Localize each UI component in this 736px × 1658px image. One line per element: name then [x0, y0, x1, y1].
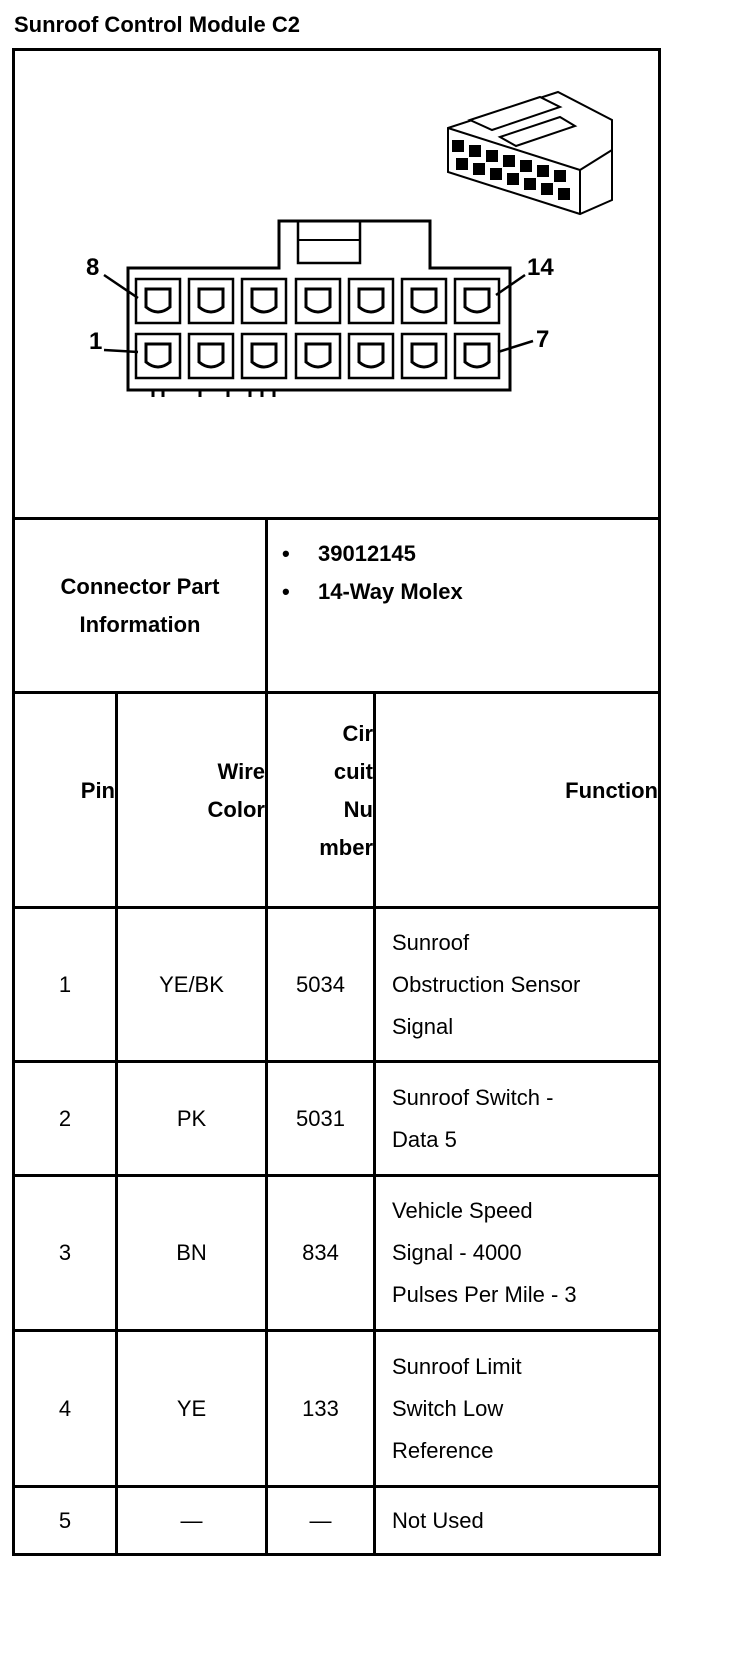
iso-cavity [469, 145, 481, 157]
iso-cavity [490, 168, 502, 180]
cell-wire-color: YE [176, 1395, 207, 1421]
connector-info-list [282, 535, 463, 611]
iso-cavity [456, 158, 468, 170]
header-wire-line: Wire [217, 759, 265, 784]
iso-cavity [452, 140, 464, 152]
cell-pin: 1 [58, 971, 72, 997]
function-line: Not Used [392, 1507, 484, 1533]
connector-diagram [0, 0, 736, 520]
iso-cavity [520, 160, 532, 172]
connector-info-label [15, 520, 265, 691]
pin-terminal [199, 289, 223, 312]
pin-terminal [252, 289, 276, 312]
cell-pin: 2 [58, 1105, 72, 1131]
cell-pin: 4 [58, 1395, 72, 1421]
cell-function [376, 1177, 658, 1329]
pin-terminal [252, 344, 276, 367]
cell-function [376, 1063, 658, 1174]
page-title: Sunroof Control Module C2 [14, 12, 300, 37]
pin-terminal [412, 289, 436, 312]
function-line: Obstruction Sensor [392, 971, 581, 997]
cell-pin: 5 [58, 1507, 72, 1533]
function-line: Signal [392, 1013, 454, 1039]
pin-terminal [306, 344, 330, 367]
iso-cavity [524, 178, 536, 190]
cell-circuit-number: — [309, 1507, 332, 1533]
header-pin-label: Pin [80, 778, 115, 803]
pin-terminal [412, 344, 436, 367]
connector-info-label-line1: Connector Part [60, 573, 220, 599]
header-circuit-line: Nu [343, 797, 373, 822]
iso-cavity [486, 150, 498, 162]
cell-wire-color: — [180, 1507, 203, 1533]
pin-label-1: 1 [89, 328, 103, 355]
iso-cavity [541, 183, 553, 195]
cell-pin: 3 [58, 1240, 72, 1265]
iso-cavity [537, 165, 549, 177]
list-item: • 39012145 [282, 541, 416, 566]
header-pin [15, 694, 115, 906]
cell-function [376, 1332, 658, 1485]
function-line: Sunroof [392, 929, 470, 955]
header-wire-color [118, 694, 265, 906]
pin-label-14: 14 [527, 254, 554, 281]
iso-cavity [503, 155, 515, 167]
cell-circuit-number: 5034 [296, 971, 345, 997]
function-line: Vehicle Speed [392, 1198, 533, 1223]
function-line: Reference [392, 1437, 494, 1463]
iso-cavity [558, 188, 570, 200]
iso-cavity [554, 170, 566, 182]
pin-terminal [146, 344, 170, 367]
pin-terminal [359, 344, 383, 367]
pin-terminal [465, 344, 489, 367]
cell-wire-color: PK [176, 1105, 207, 1131]
part-number: 39012145 [318, 541, 416, 566]
cell-function [376, 909, 658, 1060]
connector-type: 14-Way Molex [318, 579, 463, 604]
pin-terminal [199, 344, 223, 367]
iso-cavity [473, 163, 485, 175]
list-item: • 14-Way Molex [282, 579, 463, 604]
function-line: Pulses Per Mile - 3 [392, 1282, 577, 1307]
header-wire-line: Color [207, 797, 265, 822]
header-function [376, 694, 658, 906]
function-line: Data 5 [392, 1126, 457, 1152]
pin-terminal [465, 289, 489, 312]
function-line: Signal - 4000 [392, 1240, 522, 1265]
function-line: Sunroof Limit [392, 1353, 522, 1379]
pin-terminal [359, 289, 383, 312]
header-circuit-line: Cir [342, 721, 373, 746]
function-line: Switch Low [392, 1395, 504, 1421]
header-circuit-line: cuit [333, 759, 373, 784]
cell-circuit-number: 133 [302, 1395, 339, 1421]
header-circuit-number [268, 694, 373, 906]
cell-function [376, 1488, 658, 1553]
cell-wire-color: YE/BK [159, 971, 224, 997]
connector-info-label-line2: Information [79, 611, 201, 637]
pin-terminal [306, 289, 330, 312]
pin-label-7: 7 [536, 326, 550, 353]
pin-label-8: 8 [86, 254, 100, 281]
header-function-label: Function [565, 778, 658, 803]
cell-wire-color: BN [176, 1240, 207, 1265]
iso-cavity [507, 173, 519, 185]
cell-circuit-number: 834 [302, 1240, 339, 1265]
pin-terminal [146, 289, 170, 312]
header-circuit-line: mber [319, 835, 373, 860]
cell-circuit-number: 5031 [296, 1105, 345, 1131]
border-bottom [12, 1553, 661, 1556]
function-line: Sunroof Switch - [392, 1084, 554, 1110]
